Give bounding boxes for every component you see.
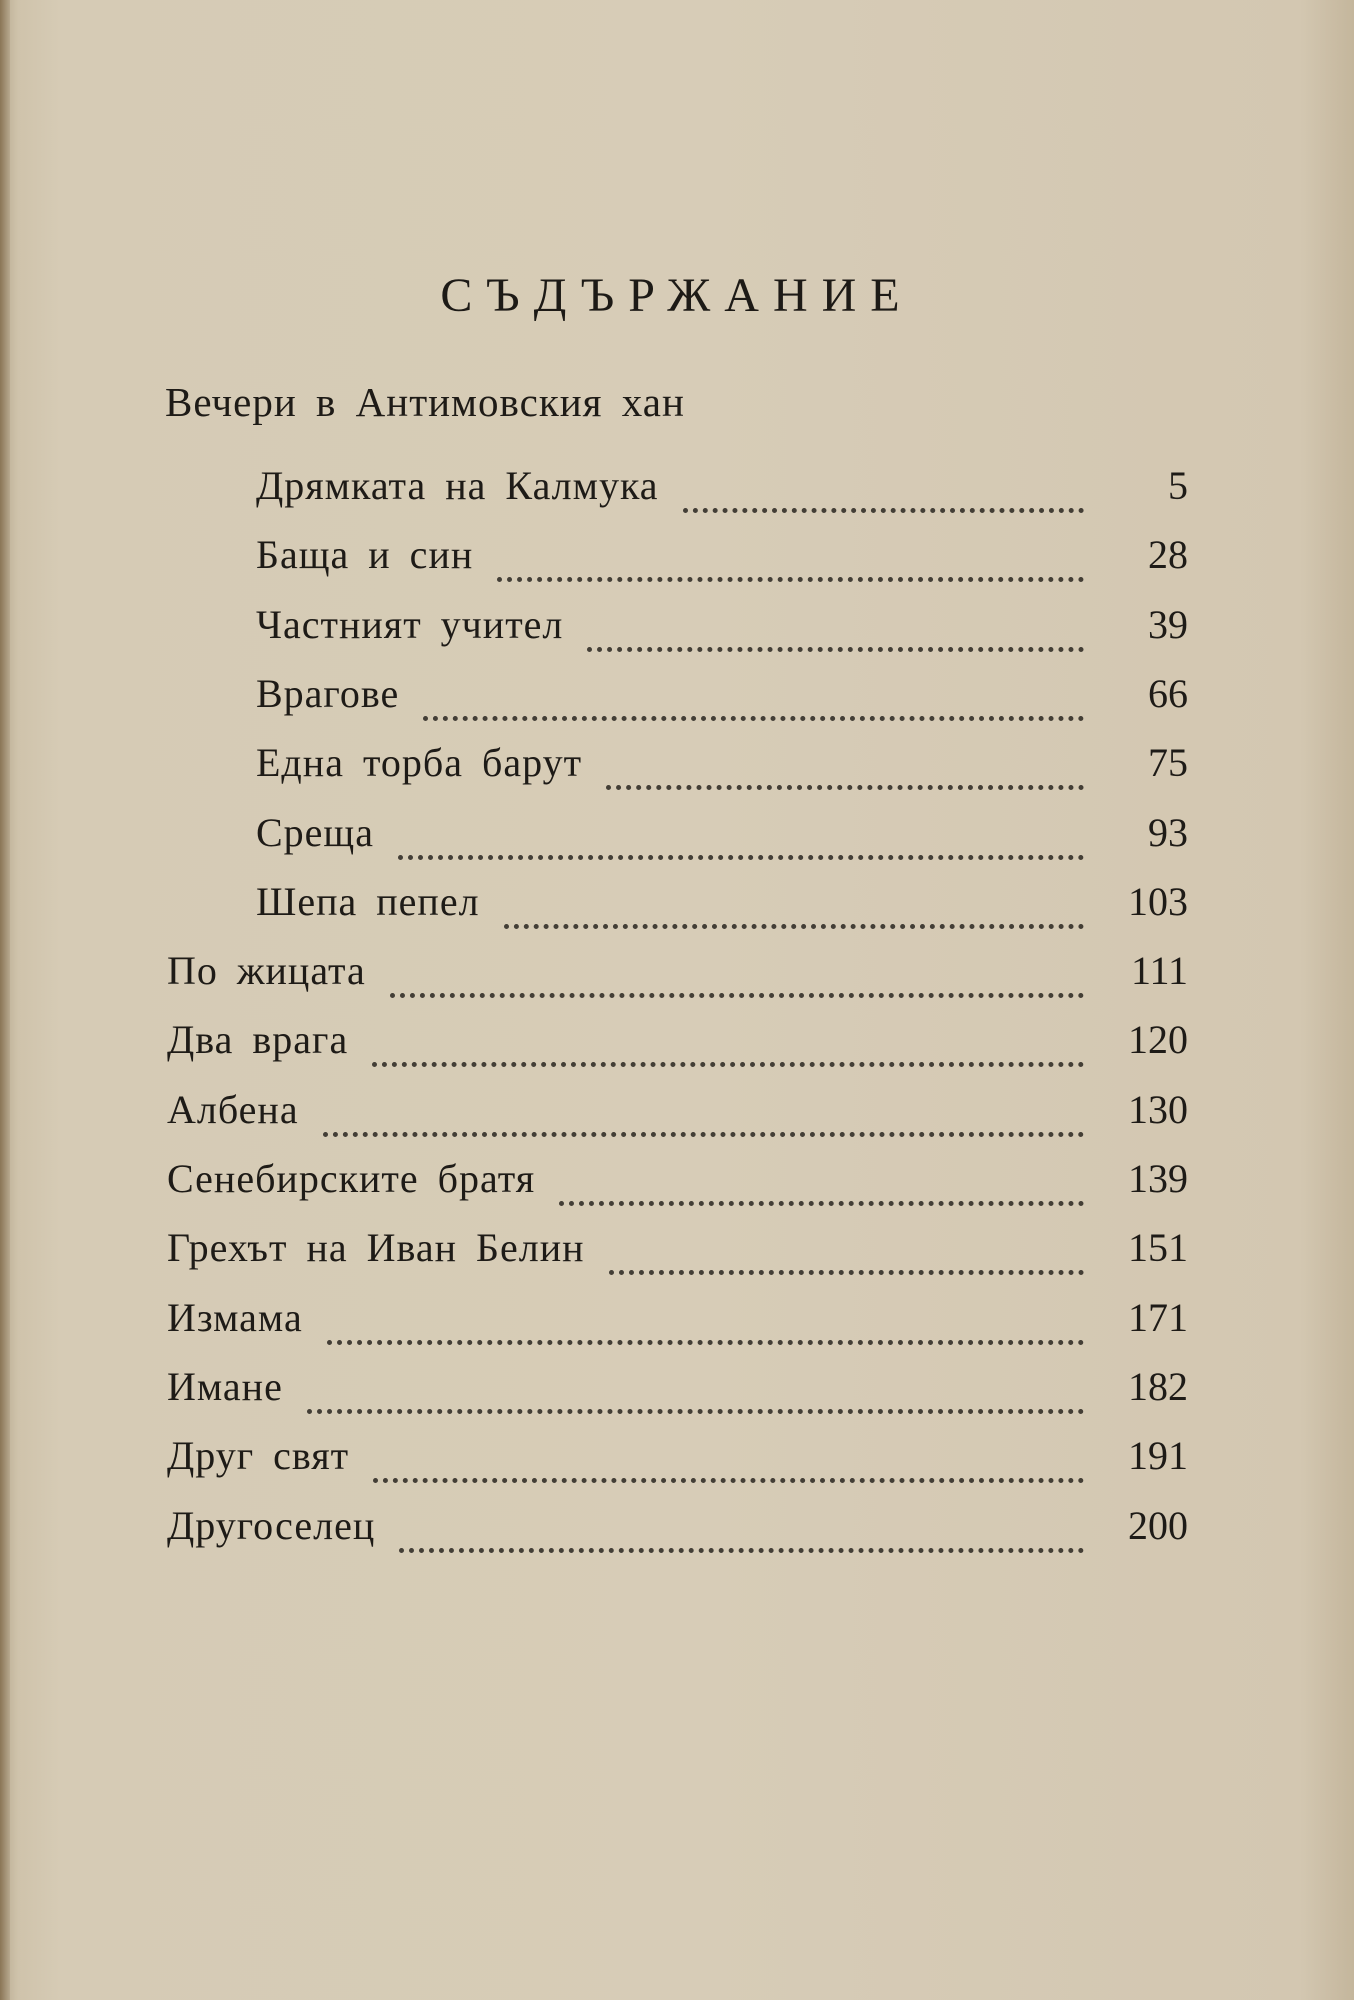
toc-entry-page: 111 [1130,948,1188,994]
toc-entry [0,462,1354,532]
toc-entry [0,1224,1354,1294]
toc-entry-page: 39 [1148,601,1188,647]
toc-entry [0,1363,1354,1433]
dot-leader [399,1508,1084,1553]
toc-entry-page: 120 [1128,1017,1188,1063]
toc-entry-title: Баща и син [256,532,474,578]
dot-leader [398,815,1084,860]
toc-entry-title: Врагове [256,670,400,716]
toc-entry [0,947,1354,1017]
dot-leader [307,1369,1084,1414]
toc-entry-page: 5 [1168,463,1188,508]
toc-entry [0,531,1354,601]
dot-leader [423,676,1084,721]
toc-entry-title: Два врага [167,1017,349,1063]
dot-leader [683,468,1084,513]
toc-entry [0,1016,1354,1086]
toc-entry-page: 28 [1148,532,1188,578]
toc-entry-page: 103 [1128,878,1188,924]
toc-entry-page: 151 [1128,1225,1188,1271]
toc-entry-page: 130 [1128,1086,1188,1132]
dot-leader [497,537,1084,582]
toc-entry-page: 66 [1148,670,1188,716]
toc-entry-page: 182 [1128,1363,1188,1409]
dot-leader [559,1161,1084,1206]
toc-entry-title: Имане [167,1363,283,1409]
section-heading: Вечери в Антимовския хан [165,379,685,425]
toc-entry-page: 171 [1128,1294,1188,1340]
toc-entry [0,670,1354,740]
toc-entry-page: 75 [1148,740,1188,786]
dot-leader [327,1300,1084,1345]
dot-leader [323,1092,1084,1137]
toc-entry-page: 139 [1128,1156,1188,1201]
dot-leader [373,1438,1084,1483]
toc-entry [0,1086,1354,1156]
toc-entry-title: Среща [256,809,374,855]
toc-entry [0,1502,1354,1572]
toc-entry [0,739,1354,809]
toc-entry-title: Друг свят [167,1433,350,1479]
dot-leader [587,607,1084,652]
dot-leader [504,884,1084,929]
dot-leader [606,745,1084,790]
toc-entry [0,1432,1354,1502]
dot-leader [372,1022,1084,1067]
toc-entry-title: Частният учител [256,601,564,647]
toc-entry-title: Дрямката на Калмука [256,463,659,508]
toc-entry-page: 200 [1128,1502,1188,1548]
toc-entry-page: 93 [1148,809,1188,855]
toc-entry [0,1155,1354,1225]
toc-entry-title: Другоселец [167,1502,376,1548]
toc-entry-title: По жицата [167,948,366,994]
toc-entry-title: Измама [167,1294,303,1340]
toc-entry [0,601,1354,671]
toc-entry [0,1294,1354,1364]
dot-leader [390,953,1084,998]
toc-entry-title: Една торба барут [256,740,583,786]
page-title: СЪДЪРЖАНИЕ [440,269,914,322]
toc-entry-title: Сенебирските братя [167,1156,536,1201]
toc-entry-title: Грехът на Иван Белин [167,1225,585,1271]
toc-entry-page: 191 [1128,1433,1188,1479]
toc-entry [0,809,1354,879]
toc-entry [0,878,1354,948]
toc-entry-title: Албена [167,1086,299,1132]
dot-leader [609,1230,1084,1275]
toc-entry-title: Шепа пепел [256,878,480,924]
